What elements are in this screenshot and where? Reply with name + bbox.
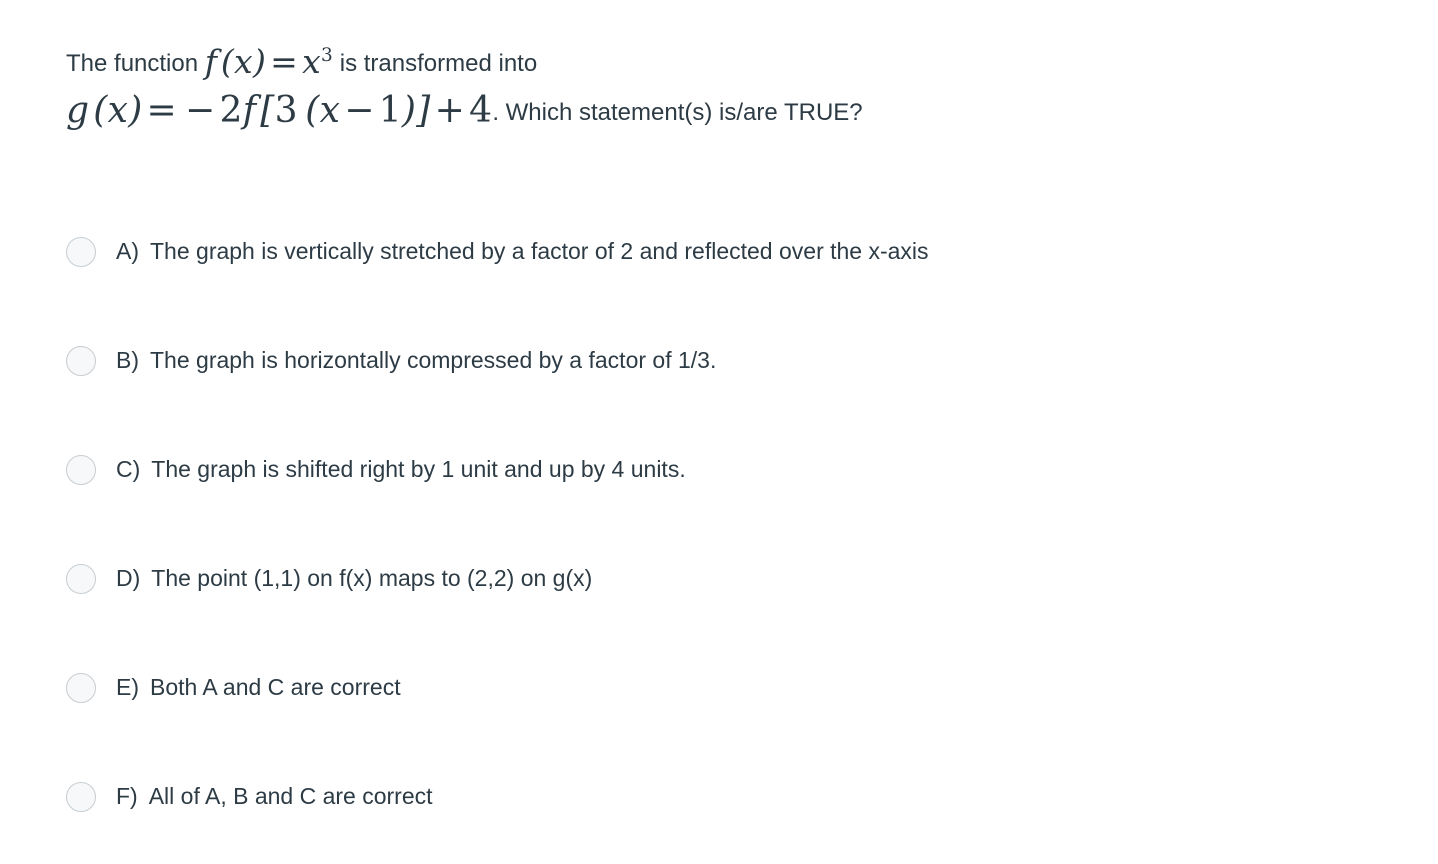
answer-text-c: The graph is shifted right by 1 unit and up by 4 units. bbox=[151, 456, 686, 483]
answer-letter-d: D) bbox=[116, 565, 141, 592]
answer-text-a: The graph is vertically stretched by a factor of 2 and reflected over the x-axis bbox=[150, 238, 929, 265]
question-trailing-text: . Which statement(s) is/are TRUE? bbox=[492, 98, 863, 126]
function-f-expression: f $(x) = x^3$ bbox=[204, 42, 334, 81]
answer-letter-b: B) bbox=[116, 347, 139, 374]
answer-text-e: Both A and C are correct bbox=[150, 674, 401, 701]
answer-option-b[interactable] bbox=[66, 306, 1378, 415]
answer-option-c[interactable] bbox=[66, 415, 1378, 524]
radio-button-b[interactable] bbox=[66, 346, 96, 376]
radio-button-c[interactable] bbox=[66, 455, 96, 485]
question-intro-text: The function bbox=[66, 50, 199, 77]
answer-letter-c: C) bbox=[116, 456, 141, 483]
function-g-expression: g (x) = − 2f [3 (x − 1)] + 4 bbox=[66, 89, 493, 131]
question-stem-line-1 bbox=[66, 40, 1266, 85]
answer-text-d: The point (1,1) on f(x) maps to (2,2) on g(x) bbox=[151, 565, 593, 592]
answer-letter-f: F) bbox=[116, 783, 138, 810]
answer-option-f[interactable] bbox=[66, 742, 1378, 851]
answer-text-f: All of A, B and C are correct bbox=[148, 783, 433, 810]
radio-button-f[interactable] bbox=[66, 782, 96, 812]
radio-button-a[interactable] bbox=[66, 237, 96, 267]
question-stem-line-2 bbox=[66, 87, 1266, 136]
radio-button-d[interactable] bbox=[66, 564, 96, 594]
question-stem bbox=[66, 40, 1266, 135]
radio-button-e[interactable] bbox=[66, 673, 96, 703]
answer-text-b: The graph is horizontally compressed by a factor of 1/3. bbox=[150, 347, 717, 374]
answer-options-list bbox=[66, 197, 1378, 851]
answer-letter-e: E) bbox=[116, 674, 139, 701]
question-mid-text: is transformed into bbox=[339, 50, 538, 77]
answer-option-e[interactable] bbox=[66, 633, 1378, 742]
answer-option-d[interactable] bbox=[66, 524, 1378, 633]
answer-option-a[interactable] bbox=[66, 197, 1378, 306]
answer-letter-a: A) bbox=[116, 238, 139, 265]
